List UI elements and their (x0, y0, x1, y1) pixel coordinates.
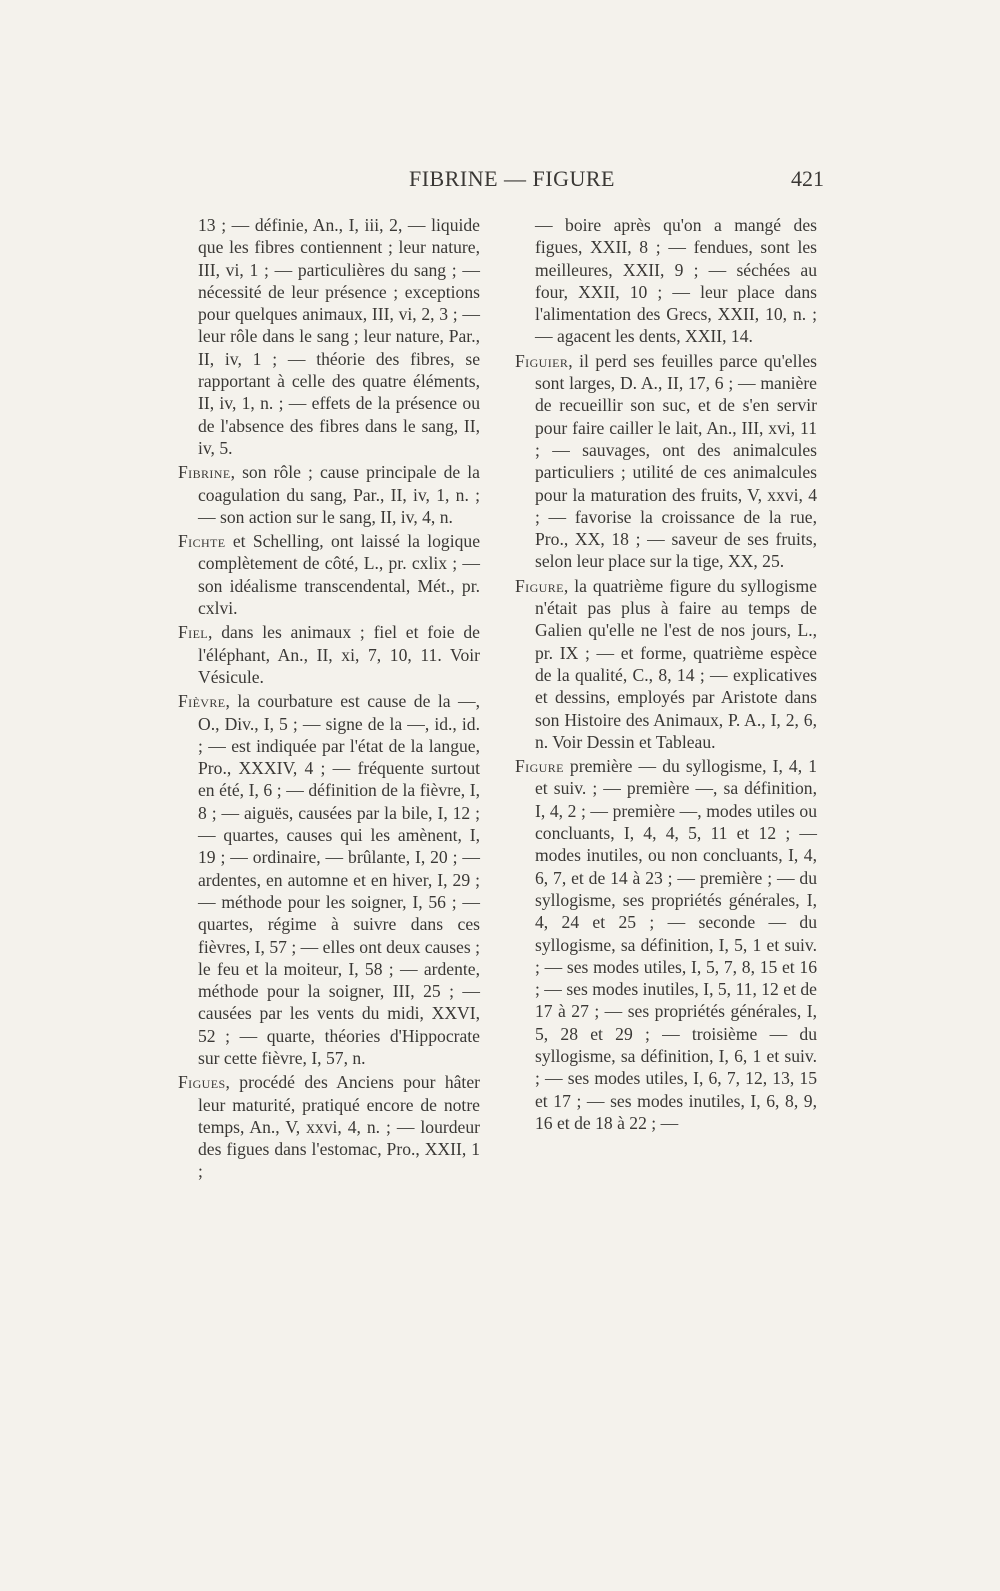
entry-headword: Fichte (178, 531, 226, 552)
running-head-title: FIBRINE — FIGURE (408, 166, 615, 191)
entry-headword: Fibrine (178, 462, 231, 483)
entry-text: , il perd ses feuilles parce qu'elles sont larges, D. A., II, 17, 6 ; — manière de recueillir son suc, et de s'en servir pour faire cailler le lait, An., III, xvi, 11 ; — sauvages, ont des animalcules particuliers ; utilité de ces animalcules pour la maturation des fruits, V, xxvi, 4 ; — favorise la croissance de la rue, Pro., XX, 18 ; — saveur de ses fruits, selon leur place sur la tige, XX, 25. (535, 350, 817, 572)
entry-text: et Schelling, ont laissé la logique complètement de côté, L., pr. cxlix ; — son idéalisme transcendental, Mét., pr. cxlvi. (198, 531, 480, 619)
index-entry (178, 461, 480, 528)
entry-text: première — du syllogisme, I, 4, 1 et suiv. ; — première —, sa définition, I, 4, 2 ; — première —, modes utiles ou concluants, I, 4, 4, 5, 11 et 12 ; — modes inutiles, ou non concluants, I, 4, 6, 7, et de 14 à 23 ; — première ; — du syllogisme, ses propriétés générales, I, 4, 24 et 25 ; — seconde — du syllogisme, sa définition, I, 5, 1 et suiv. ; — ses modes utiles, I, 5, 7, 8, 15 et 16 ; — ses modes inutiles, I, 5, 11, 12 et de 17 à 27 ; — ses propriétés générales, I, 5, 28 et 29 ; — troisième — du syllogisme, sa définition, I, 6, 1 et suiv. ; — ses modes utiles, I, 6, 7, 12, 13, 15 et 17 ; — ses modes inutiles, I, 6, 8, 9, 16 et de 18 à 22 ; — (535, 756, 817, 1133)
entry-text: , la quatrième figure du syllogisme n'était pas plus à faire au temps de Galien qu'elle ne l'est de nos jours, L., pr. IX ; — et forme, quatrième espèce de la qualité, C., 8, 14 ; — explicatives et dessins, employés par Aristote dans son Histoire des Animaux, P. A., I, 2, 6, n. Voir Dessin et Tableau. (535, 575, 817, 752)
entry-text: — boire après qu'on a mangé des figues, XXII, 8 ; — fendues, sont les meilleures, XXII, 9 ; — séchées au four, XXII, 10 ; — leur place dans l'alimentation des Grecs, XXII, 10, n. ; — agacent les dents, XXII, 14. (535, 215, 817, 347)
page-number: 421 (791, 166, 824, 191)
index-entry (515, 755, 817, 1134)
entry-text: , son rôle ; cause principale de la coagulation du sang, Par., II, iv, 1, n. ; — son action sur le sang, II, iv, 4, n. (198, 462, 480, 527)
entry-text: , la courbature est cause de la —, O., Div., I, 5 ; — signe de la —, id., id. ; — est indiquée par l'état de la langue, Pro., XXXIV, 4 ; — fréquente surtout en été, I, 6 ; — définition de la fièvre, I, 8 ; — aiguës, causées par la bile, I, 12 ; — quartes, causes qui les amènent, I, 19 ; — ordinaire, — brûlante, I, 20 ; — ardentes, en automne et en hiver, I, 29 ; — méthode pour les soigner, I, 56 ; — quartes, régime à suivre dans ces fièvres, I, 57 ; — elles ont deux causes ; le feu et la moiteur, I, 58 ; — ardente, méthode pour la soigner, III, 25 ; — causées par les vents du midi, XXVI, 52 ; — quarte, théories d'Hippocrate sur cette fièvre, I, 57, n. (198, 691, 480, 1068)
index-entry (178, 1071, 480, 1182)
index-entry (178, 690, 480, 1069)
index-entry (178, 214, 480, 459)
entry-headword: Figuier (515, 350, 569, 371)
right-column (515, 214, 817, 1136)
entry-text: 13 ; — définie, An., I, iii, 2, — liquide que les fibres contiennent ; leur nature, III, vi, 1 ; — particulières du sang ; — nécessité de leur présence ; exceptions pour quelques animaux, III, vi, 2, 3 ; — leur rôle dans le sang ; leur nature, Par., II, iv, 1 ; — théorie des fibres, se rapportant à celle des quatre éléments, II, iv, 1, n. ; — effets de la présence ou de l'absence des fibres dans le sang, II, iv, 5. (198, 215, 480, 458)
index-entry (515, 214, 817, 348)
entry-headword: Fiel (178, 622, 209, 643)
index-entry (178, 530, 480, 619)
entry-headword: Figure (515, 575, 564, 596)
entry-headword: Figues (178, 1072, 226, 1093)
left-column (178, 214, 480, 1185)
index-entry (515, 350, 817, 573)
entry-text: , dans les animaux ; fiel et foie de l'éléphant, An., II, xi, 7, 10, 11. Voir Vésicule. (198, 622, 480, 687)
entry-headword: Fièvre (178, 691, 226, 712)
entry-headword: Figure (515, 756, 564, 777)
running-head (160, 166, 824, 196)
entry-text: , procédé des Anciens pour hâter leur maturité, pratiqué encore de notre temps, An., V, xxvi, 4, n. ; — lourdeur des figues dans l'estomac, Pro., XXII, 1 ; (198, 1072, 480, 1182)
index-entry (515, 575, 817, 753)
index-entry (178, 621, 480, 688)
